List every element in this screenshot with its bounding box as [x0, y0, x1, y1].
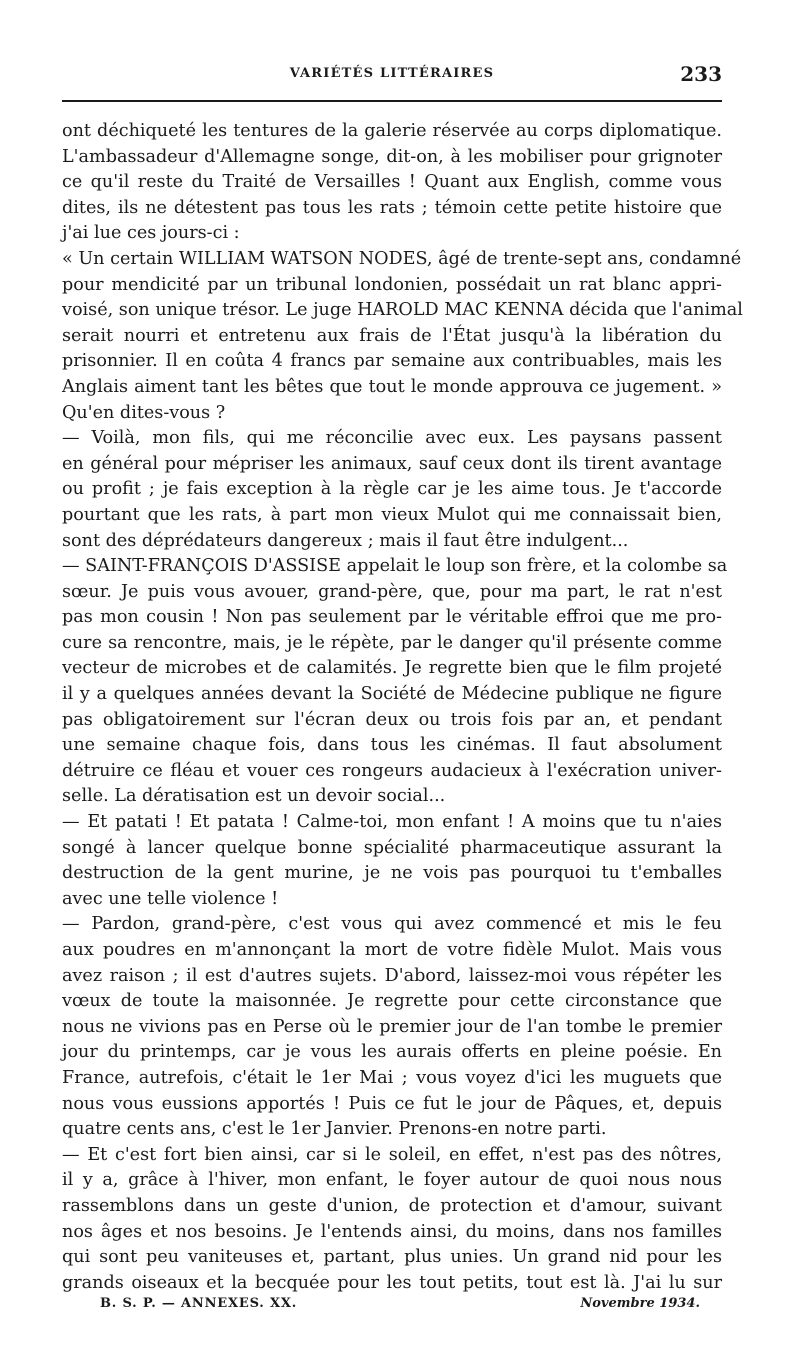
text-line: grands oiseaux et la becquée pour les tout petits, tout est là. J'ai lu sur — [62, 1272, 722, 1293]
text-line: L'ambassadeur d'Allemagne songe, dit-on, à les mobiliser pour grignoter — [62, 146, 722, 167]
page-header — [62, 62, 722, 92]
text-line: j'ai lue ces jours-ci : — [62, 223, 240, 244]
text-line: pas mon cousin ! Non pas seulement par le véritable effroi que me pro- — [62, 607, 722, 628]
text-line: vœux de toute la maisonnée. Je regrette pour cette circonstance que — [62, 991, 722, 1012]
text-line: une semaine chaque fois, dans tous les cinémas. Il faut absolument — [62, 735, 722, 756]
text-line: vecteur de microbes et de calamités. Je regrette bien que le film projeté — [62, 658, 722, 679]
text-line: Qu'en dites-vous ? — [62, 402, 226, 423]
text-line: — Pardon, grand-père, c'est vous qui avez commencé et mis le feu — [62, 914, 722, 935]
text-line: prisonnier. Il en coûta 4 francs par semaine aux contribuables, mais les — [62, 351, 722, 372]
page-number: 233 — [680, 62, 722, 86]
text-line: détruire ce fléau et vouer ces rongeurs audacieux à l'exécration univer- — [62, 760, 722, 781]
footer-publication: B. S. P. — ANNEXES. XX. — [100, 1296, 298, 1311]
text-line: avec une telle violence ! — [62, 888, 279, 909]
text-line: il y a, grâce à l'hiver, mon enfant, le foyer autour de quoi nous nous — [62, 1170, 722, 1191]
text-line: qui sont peu vaniteuses et, partant, plus unies. Un grand nid pour les — [62, 1247, 722, 1268]
text-line: serait nourri et entretenu aux frais de l'État jusqu'à la libération du — [62, 325, 722, 346]
text-line: destruction de la gent murine, je ne vois pas pourquoi tu t'emballes — [62, 863, 722, 884]
body-text — [62, 119, 743, 1296]
page-footer — [100, 1296, 700, 1318]
text-line: cure sa rencontre, mais, je le répète, par le danger qu'il présente comme — [62, 632, 722, 653]
text-line: ce qu'il reste du Traité de Versailles ! Quant aux English, comme vous — [62, 172, 722, 193]
text-line: voisé, son unique trésor. Le juge HAROLD MAC KENNA décida que l'animal — [62, 300, 743, 321]
footer-date: Novembre 1934. — [580, 1296, 700, 1311]
text-line: avez raison ; il est d'autres sujets. D'abord, laissez-moi vous répéter les — [62, 965, 722, 986]
text-line: aux poudres en m'annonçant la mort de votre fidèle Mulot. Mais vous — [62, 940, 722, 960]
text-line: pas obligatoirement sur l'écran deux ou trois fois par an, et pendant — [62, 709, 722, 730]
text-line: selle. La dératisation est un devoir social... — [62, 786, 446, 807]
running-title: VARIÉTÉS LITTÉRAIRES — [289, 66, 495, 81]
header-rule — [62, 100, 722, 102]
text-line: — Et c'est fort bien ainsi, car si le soleil, en effet, n'est pas des nôtres, — [62, 1144, 722, 1165]
text-line: il y a quelques années devant la Société de Médecine publique ne figure — [62, 684, 722, 705]
text-line: rassemblons dans un geste d'union, de protection et d'amour, suivant — [62, 1195, 722, 1216]
text-line: « Un certain WILLIAM WATSON NODES, âgé de trente-sept ans, condamné — [62, 248, 742, 269]
text-line: pourtant que les rats, à part mon vieux Mulot qui me connaissait bien, — [62, 504, 722, 525]
text-line: — SAINT-FRANÇOIS D'ASSISE appelait le loup son frère, et la colombe sa — [62, 556, 728, 577]
text-line: songé à lancer quelque bonne spécialité pharmaceutique assurant la — [62, 837, 722, 858]
text-line: sœur. Je puis vous avouer, grand-père, que, pour ma part, le rat n'est — [62, 581, 722, 602]
text-line: quatre cents ans, c'est le 1er Janvier. Prenons-en notre parti. — [62, 1119, 607, 1140]
text-line: ont déchiqueté les tentures de la galerie réservée au corps diplomatique. — [62, 121, 722, 141]
text-line: sont des déprédateurs dangereux ; mais il faut être indulgent... — [62, 530, 629, 551]
text-line: Anglais aiment tant les bêtes que tout le monde approuva ce jugement. » — [62, 376, 722, 397]
text-line: France, autrefois, c'était le 1er Mai ; vous voyez d'ici les muguets que — [62, 1067, 722, 1088]
text-line: en général pour mépriser les animaux, sauf ceux dont ils tirent avantage — [62, 453, 722, 474]
text-line: jour du printemps, car je vous les aurais offerts en pleine poésie. En — [62, 1042, 722, 1063]
text-line: nous vous eussions apportés ! Puis ce fut le jour de Pâques, et, depuis — [62, 1093, 722, 1114]
text-line: nous ne vivions pas en Perse où le premier jour de l'an tombe le premier — [62, 1016, 722, 1037]
text-line: — Et patati ! Et patata ! Calme-toi, mon enfant ! A moins que tu n'aies — [62, 812, 722, 833]
text-line: nos âges et nos besoins. Je l'entends ainsi, du moins, dans nos familles — [62, 1221, 722, 1242]
text-line: — Voilà, mon fils, qui me réconcilie avec eux. Les paysans passent — [62, 428, 722, 449]
text-line: ou profit ; je fais exception à la règle car je les aime tous. Je t'accorde — [62, 479, 722, 500]
text-line: pour mendicité par un tribunal londonien, possédait un rat blanc appri- — [62, 274, 722, 295]
text-line: dites, ils ne détestent pas tous les rats ; témoin cette petite histoire que — [62, 197, 722, 218]
